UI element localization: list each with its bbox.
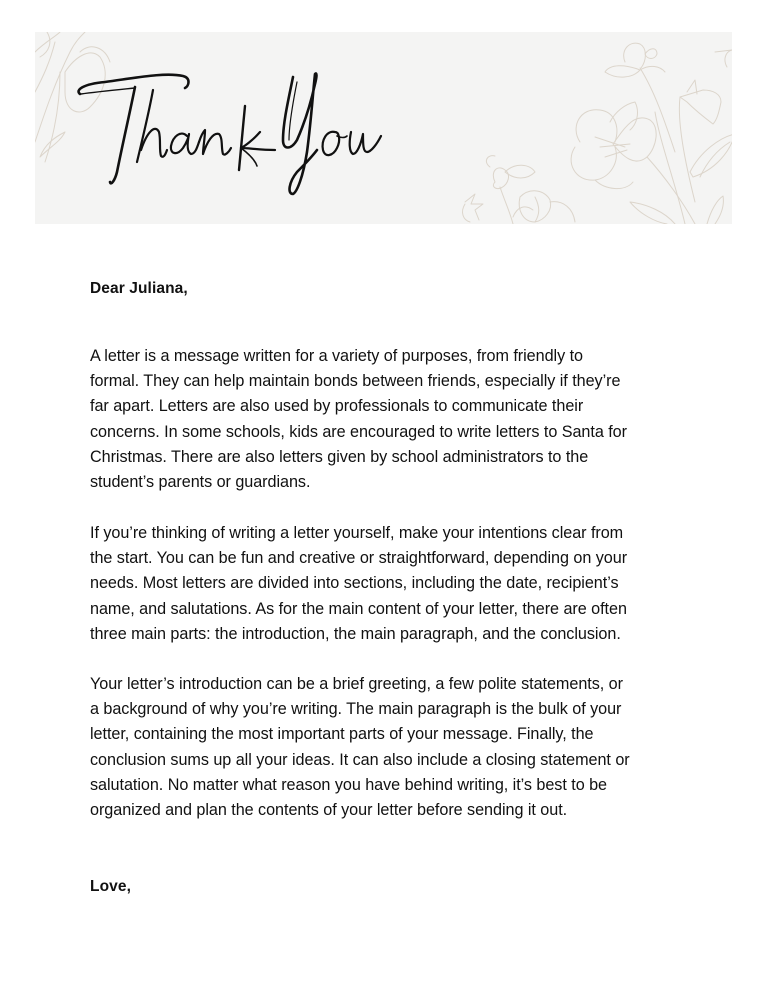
thank-you-script bbox=[35, 32, 732, 224]
paragraph-line: If you’re thinking of writing a letter yourself, make your intentions clear from bbox=[90, 524, 624, 542]
paragraph-line: a background of why you’re writing. The main paragraph is the bulk of your bbox=[90, 700, 622, 719]
header-banner bbox=[35, 32, 732, 224]
paragraph-line: concerns. In some schools, kids are encouraged to write letters to Santa for bbox=[90, 422, 627, 441]
paragraph-line: conclusion sums up all your ideas. It can also include a closing statement or bbox=[90, 750, 630, 769]
paragraph-line: A letter is a message written for a variety of purposes, from friendly to bbox=[90, 347, 583, 365]
letter-greeting: Dear Juliana, bbox=[90, 280, 188, 297]
paragraph-line: the start. You can be fun and creative or straightforward, depending on your bbox=[90, 549, 628, 568]
letter-closing: Love, bbox=[90, 878, 131, 895]
paragraph-line: needs. Most letters are divided into sections, including the date, recipient’s bbox=[90, 574, 619, 593]
paragraph-line: student’s parents or guardians. bbox=[90, 473, 311, 492]
paragraph-line: far apart. Letters are also used by professionals to communicate their bbox=[90, 397, 584, 416]
paragraph-line: salutation. No matter what reason you have behind writing, it’s best to be bbox=[90, 775, 607, 794]
paragraph-line: Christmas. There are also letters given by school administrators to the bbox=[90, 447, 589, 466]
paragraph-line: name, and salutations. As for the main content of your letter, there are often bbox=[90, 599, 627, 618]
letter-paragraph-1 bbox=[90, 344, 730, 495]
letter-paragraph-2 bbox=[90, 521, 730, 647]
paragraph-line: Your letter’s introduction can be a brief greeting, a few polite statements, or bbox=[90, 675, 623, 693]
letter-paragraph-3 bbox=[90, 672, 730, 823]
paragraph-line: organized and plan the contents of your letter before sending it out. bbox=[90, 801, 568, 820]
paragraph-line: formal. They can help maintain bonds between friends, especially if they’re bbox=[90, 372, 621, 391]
paragraph-line: letter, containing the most important parts of your message. Finally, the bbox=[90, 725, 594, 744]
paragraph-line: three main parts: the introduction, the main paragraph, and the conclusion. bbox=[90, 624, 621, 643]
